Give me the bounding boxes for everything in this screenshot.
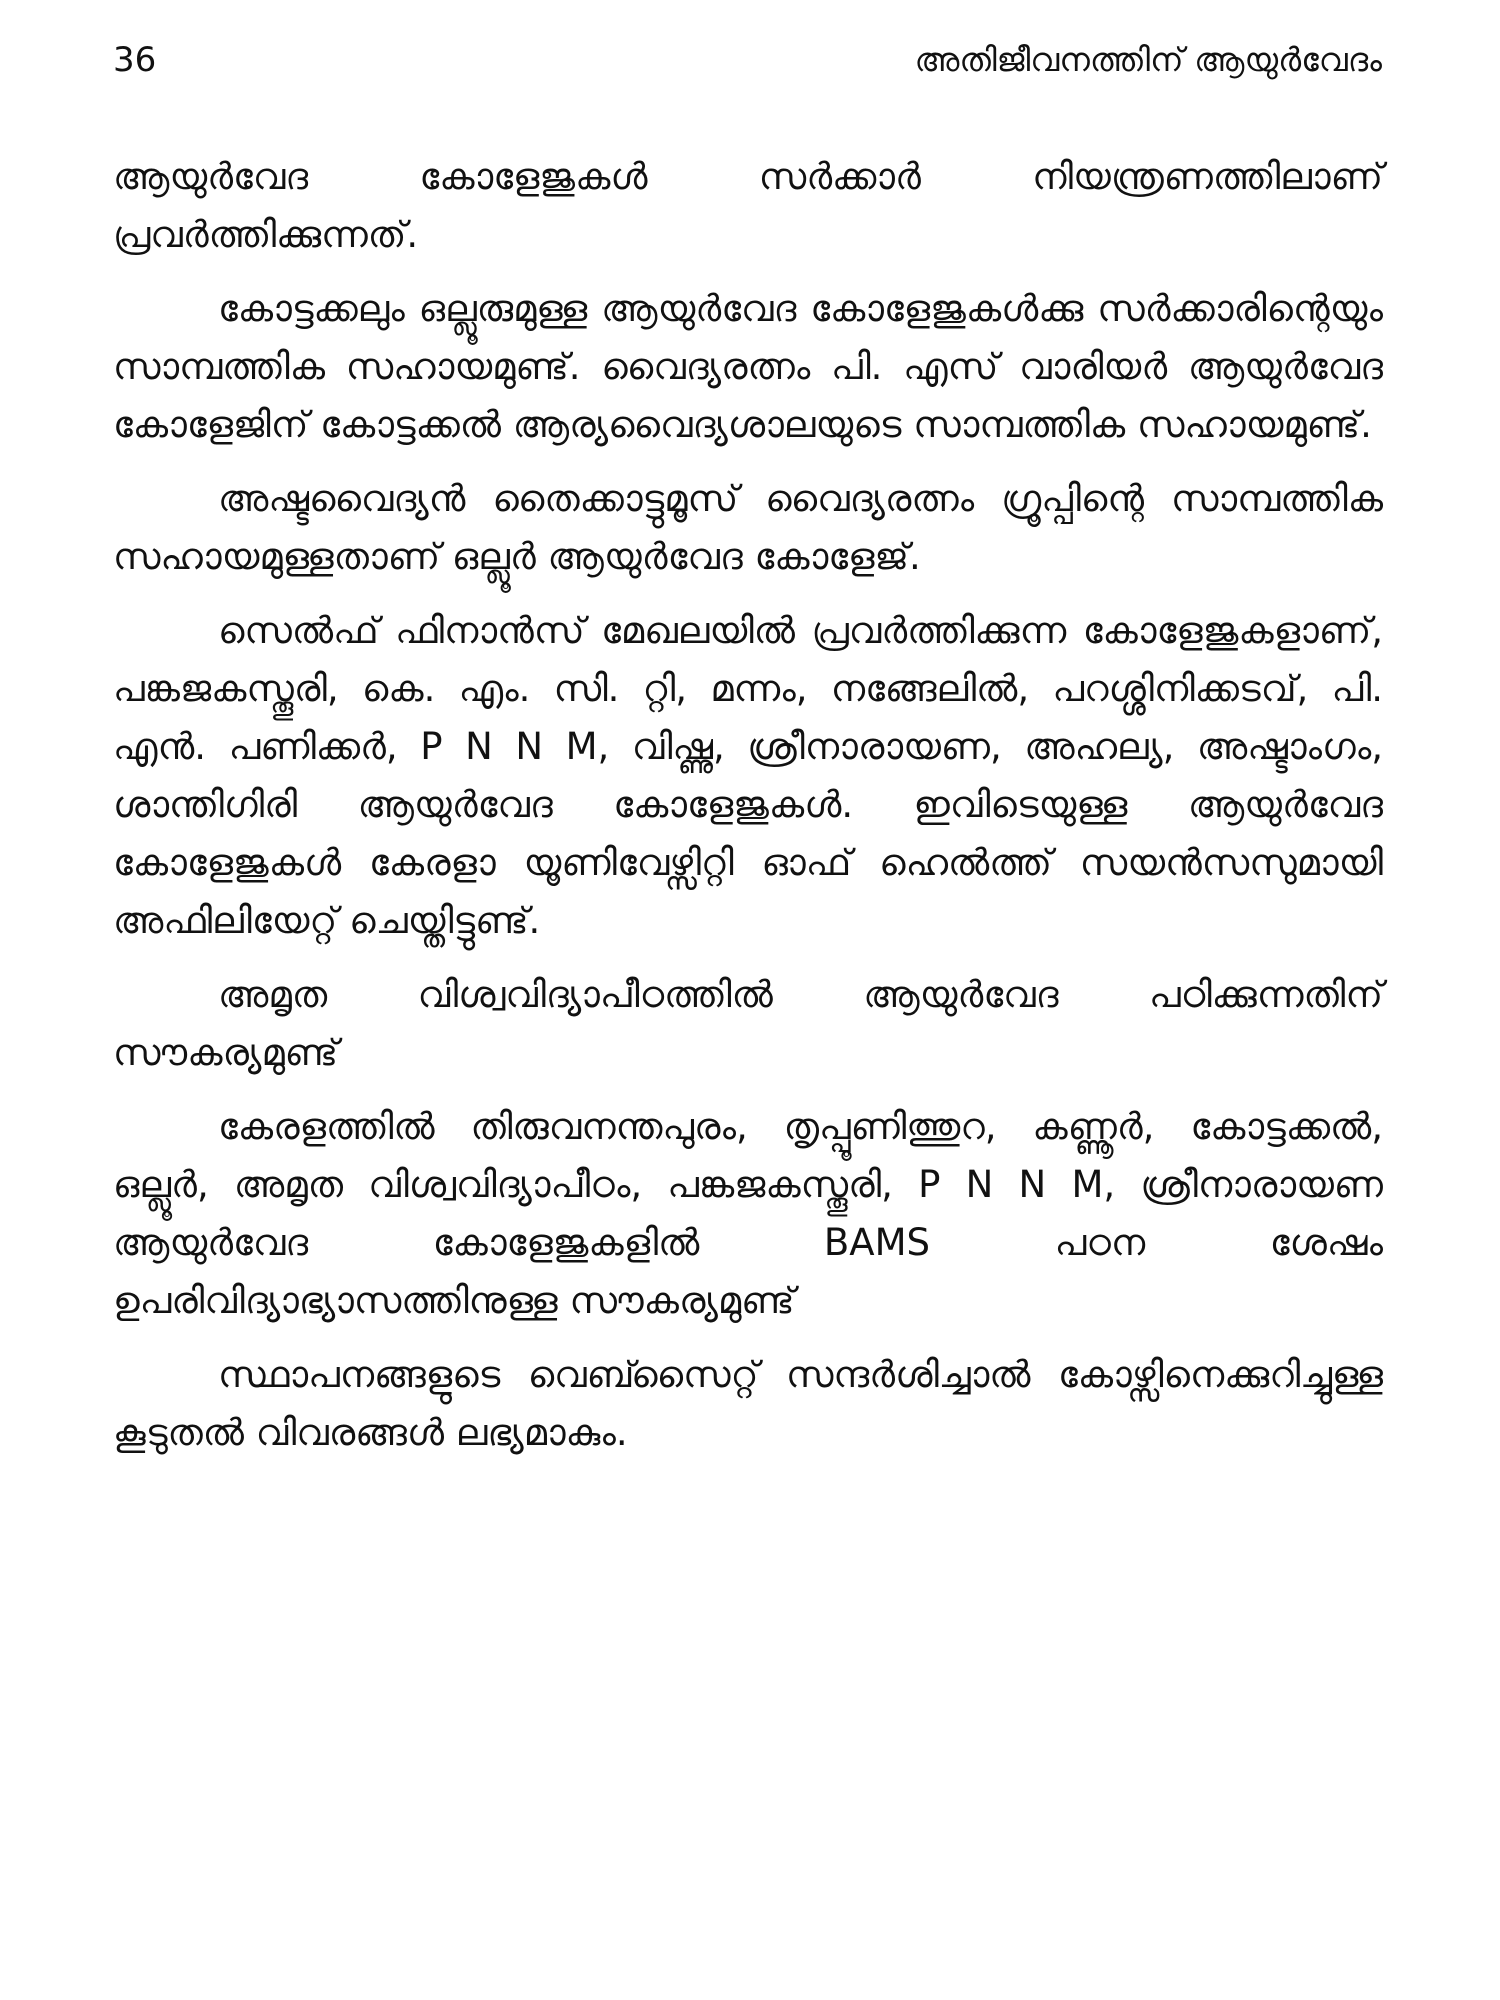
paragraph: കേരളത്തിൽ തിരുവനന്തപുരം, തൃപ്പൂണിത്തുറ, കണ്ണൂർ, കോട്ടക്കൽ, ഒല്ലൂർ, അമൃത വിശ്വവിദ്യാപീഠം, പങ്കജകസ്തൂരി, P N N M, ശ്രീനാരായണ ആയുർവേദ കോളേജുകളിൽ BAMS പഠന ശേഷം ഉപരിവിദ്യാഭ്യാസത്തിനുള്ള സൗകര്യമുണ്ട് bbox=[113, 1105, 1383, 1322]
page-number: 36 bbox=[113, 40, 157, 80]
paragraph: അമൃത വിശ്വവിദ്യാപീഠത്തിൽ ആയുർവേദ പഠിക്കുന്നതിന് സൗകര്യമുണ്ട് bbox=[113, 973, 1383, 1074]
paragraph: സെൽഫ് ഫിനാൻസ് മേഖലയിൽ പ്രവർത്തിക്കുന്ന കോളേജുകളാണ്, പങ്കജകസ്തൂരി, കെ. എം. സി. റ്റി, മന്നം, നങ്ങേലിൽ, പറശ്ശിനിക്കടവ്, പി. എൻ. പണിക്കർ, P N N M, വിഷ്ണു, ശ്രീനാരായണ, അഹല്യ, അഷ്ടാംഗം, ശാന്തിഗിരി ആയുർവേദ കോളേജുകൾ. ഇവിടെയുള്ള ആയുർവേദ കോളേജുകൾ കേരളാ യൂണിവേഴ്സിറ്റി ഓഫ് ഹെൽത്ത് സയൻസസുമായി അഫിലിയേറ്റ് ചെയ്തിട്ടുണ്ട്. bbox=[113, 609, 1383, 942]
paragraph: കോട്ടക്കലും ഒല്ലൂരുമുള്ള ആയുർവേദ കോളേജുകൾക്കു സർക്കാരിന്റെയും സാമ്പത്തിക സഹായമുണ്ട്. വൈദ്യരത്നം പി. എസ് വാരിയർ ആയുർവേദ കോളേജിന് കോട്ടക്കൽ ആര്യവൈദ്യശാലയുടെ സാമ്പത്തിക സഹായമുണ്ട്. bbox=[113, 287, 1383, 446]
running-title: അതിജീവനത്തിന് ആയുർവേദം bbox=[914, 40, 1382, 79]
body-text bbox=[113, 148, 1383, 1478]
paragraph: സ്ഥാപനങ്ങളുടെ വെബ്സൈറ്റ് സന്ദർശിച്ചാൽ കോഴ്സിനെക്കുറിച്ചുള്ള കൂടുതൽ വിവരങ്ങൾ ലഭ്യമാകും. bbox=[113, 1353, 1383, 1454]
paragraph: അഷ്ടവൈദ്യൻ തൈക്കാട്ടുമൂസ് വൈദ്യരത്നം ഗ്രൂപ്പിന്റെ സാമ്പത്തിക സഹായമുള്ളതാണ് ഒല്ലൂർ ആയുർവേദ കോളേജ്. bbox=[113, 477, 1383, 578]
paragraph: ആയുർവേദ കോളേജുകൾ സർക്കാർ നിയന്ത്രണത്തിലാണ് പ്രവർത്തിക്കുന്നത്. bbox=[113, 155, 1383, 256]
